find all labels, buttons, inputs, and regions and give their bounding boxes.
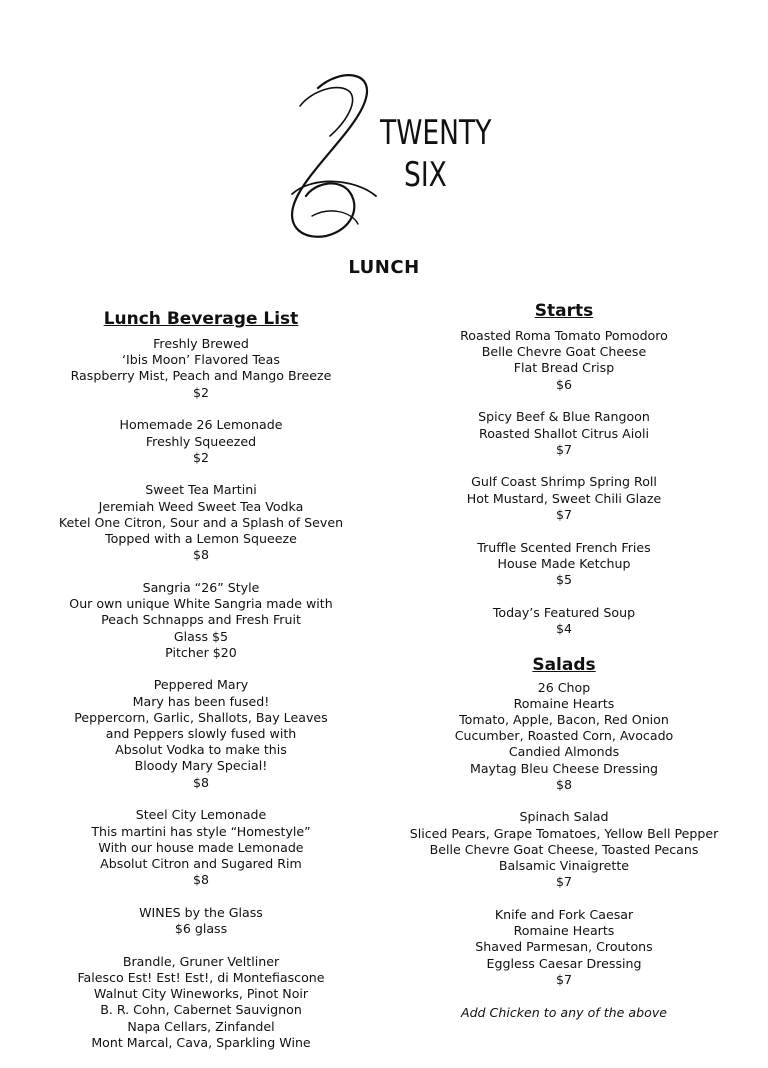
- menu-item-line: Topped with a Lemon Squeeze: [105, 531, 297, 547]
- starts-heading: Starts: [534, 301, 594, 321]
- beverage-column: [40, 308, 362, 1068]
- menu-item-line: Pitcher $20: [165, 644, 237, 660]
- logo-script-mark: [282, 66, 392, 244]
- page-title: LUNCH: [348, 257, 420, 278]
- menu-item-line: Napa Cellars, Zinfandel: [127, 1018, 275, 1034]
- menu-item: [40, 954, 362, 1051]
- menu-item-line: Freshly Squeezed: [145, 433, 257, 449]
- menu-item-line: Peppercorn, Garlic, Shallots, Bay Leaves: [74, 709, 328, 725]
- menu-item-line: WINES by the Glass: [139, 904, 263, 920]
- menu-item: [405, 409, 723, 458]
- salads-list: [405, 680, 723, 988]
- menu-item: [405, 680, 723, 793]
- menu-item-line: and Peppers slowly fused with: [105, 726, 297, 742]
- menu-item-line: Spicy Beef & Blue Rangoon: [478, 409, 650, 425]
- menu-item-line: $6: [555, 376, 573, 392]
- menu-item-line: Hot Mustard, Sweet Chili Glaze: [466, 490, 662, 506]
- menu-item-line: Truffle Scented French Fries: [477, 539, 651, 555]
- menu-item: [40, 417, 362, 466]
- menu-item-line: Absolut Vodka to make this: [115, 742, 287, 758]
- menu-item-line: Spinach Salad: [519, 809, 609, 825]
- menu-item-line: Sangria “26” Style: [142, 579, 260, 595]
- menu-item-line: Belle Chevre Goat Cheese: [481, 344, 647, 360]
- menu-item-line: ‘Ibis Moon’ Flavored Teas: [122, 352, 280, 368]
- menu-item: [405, 605, 723, 637]
- menu-item-line: Brandle, Gruner Veltliner: [122, 953, 280, 969]
- menu-item-line: $5: [555, 571, 573, 587]
- menu-item-line: Falesco Est! Est! Est!, di Montefiascone: [77, 970, 325, 985]
- menu-item-line: Steel City Lemonade: [135, 807, 267, 823]
- menu-item: [40, 482, 362, 563]
- menu-item-line: Flat Bread Crisp: [513, 360, 615, 376]
- menu-item-line: Jeremiah Weed Sweet Tea Vodka: [98, 498, 304, 514]
- menu-item-line: $8: [555, 776, 573, 792]
- menu-item-line: Balsamic Vinaigrette: [498, 858, 630, 874]
- menu-item-line: Gulf Coast Shrimp Spring Roll: [471, 474, 657, 490]
- menu-item-line: Eggless Caesar Dressing: [486, 955, 642, 971]
- menu-item: [40, 677, 362, 790]
- menu-item-line: $8: [192, 547, 210, 563]
- menu-item-line: $8: [192, 872, 210, 888]
- menu-item-line: $4: [555, 620, 573, 636]
- logo-word-twenty: TWENTY: [380, 113, 492, 153]
- menu-item-line: Absolut Citron and Sugared Rim: [100, 855, 302, 871]
- menu-item-line: Glass $5: [173, 628, 229, 644]
- menu-item-line: Today’s Featured Soup: [492, 604, 636, 620]
- menu-item-line: Candied Almonds: [508, 744, 620, 760]
- menu-item-line: $2: [192, 384, 210, 400]
- menu-item-line: Belle Chevre Goat Cheese, Toasted Pecans: [429, 841, 699, 857]
- menu-item-line: Peppered Mary: [153, 677, 249, 693]
- beverage-list: [40, 336, 362, 1051]
- menu-item: [405, 907, 723, 988]
- menu-item-line: Roasted Shallot Citrus Aioli: [479, 425, 649, 441]
- logo-word-six: SIX: [404, 155, 447, 195]
- menu-item: [40, 905, 362, 937]
- menu-item-line: Ketel One Citron, Sour and a Splash of Seven: [58, 514, 344, 530]
- menu-item: [405, 540, 723, 589]
- food-column: [405, 300, 723, 1021]
- menu-item-line: Freshly Brewed: [153, 336, 249, 351]
- menu-item-line: $7: [555, 971, 573, 987]
- menu-item-line: House Made Ketchup: [497, 555, 631, 571]
- menu-item-line: Homemade 26 Lemonade: [119, 417, 283, 433]
- menu-item-line: Raspberry Mist, Peach and Mango Breeze: [70, 368, 332, 384]
- menu-item: [40, 336, 362, 401]
- menu-item-line: $7: [555, 441, 573, 457]
- starts-list: [405, 328, 723, 637]
- menu-item-line: $8: [192, 774, 210, 790]
- menu-item: [405, 328, 723, 393]
- menu-item-line: Walnut City Wineworks, Pinot Noir: [93, 986, 309, 1002]
- menu-item-line: $7: [555, 506, 573, 522]
- menu-item-line: Cucumber, Roasted Corn, Avocado: [454, 728, 674, 744]
- menu-item-line: B. R. Cohn, Cabernet Sauvignon: [100, 1002, 302, 1018]
- menu-item-line: Our own unique White Sangria made with: [69, 596, 333, 612]
- menu-item-line: This martini has style “Homestyle”: [91, 823, 311, 839]
- menu-item-line: Romaine Hearts: [513, 695, 615, 711]
- menu-item-line: $6 glass: [174, 921, 228, 937]
- menu-item-line: Peach Schnapps and Fresh Fruit: [101, 612, 301, 628]
- menu-item: [405, 474, 723, 523]
- menu-item-line: With our house made Lemonade: [98, 839, 304, 855]
- salads-heading: Salads: [532, 654, 596, 675]
- menu-item-line: Romaine Hearts: [513, 923, 615, 939]
- menu-item-line: Sweet Tea Martini: [145, 482, 257, 498]
- menu-item-line: $2: [192, 449, 210, 465]
- menu-item-line: Maytag Bleu Cheese Dressing: [469, 760, 659, 776]
- beverage-list-heading: Lunch Beverage List: [103, 309, 299, 329]
- menu-item: [405, 809, 723, 890]
- menu-item-line: Sliced Pears, Grape Tomatoes, Yellow Bell Pepper: [409, 825, 719, 841]
- menu-item-line: Knife and Fork Caesar: [494, 906, 634, 922]
- menu-item-line: $7: [555, 874, 573, 890]
- menu-item-line: Mont Marcal, Cava, Sparkling Wine: [91, 1034, 311, 1050]
- add-chicken-note: Add Chicken to any of the above: [460, 1004, 668, 1020]
- menu-item: [40, 807, 362, 888]
- restaurant-logo: [282, 66, 502, 244]
- menu-item-line: 26 Chop: [537, 679, 591, 695]
- menu-item-line: Shaved Parmesan, Croutons: [475, 939, 653, 955]
- menu-item-line: Mary has been fused!: [132, 693, 270, 709]
- menu-item-line: Roasted Roma Tomato Pomodoro: [460, 328, 668, 343]
- menu-item-line: Bloody Mary Special!: [134, 758, 268, 774]
- menu-item-line: Tomato, Apple, Bacon, Red Onion: [459, 711, 669, 727]
- menu-item: [40, 580, 362, 661]
